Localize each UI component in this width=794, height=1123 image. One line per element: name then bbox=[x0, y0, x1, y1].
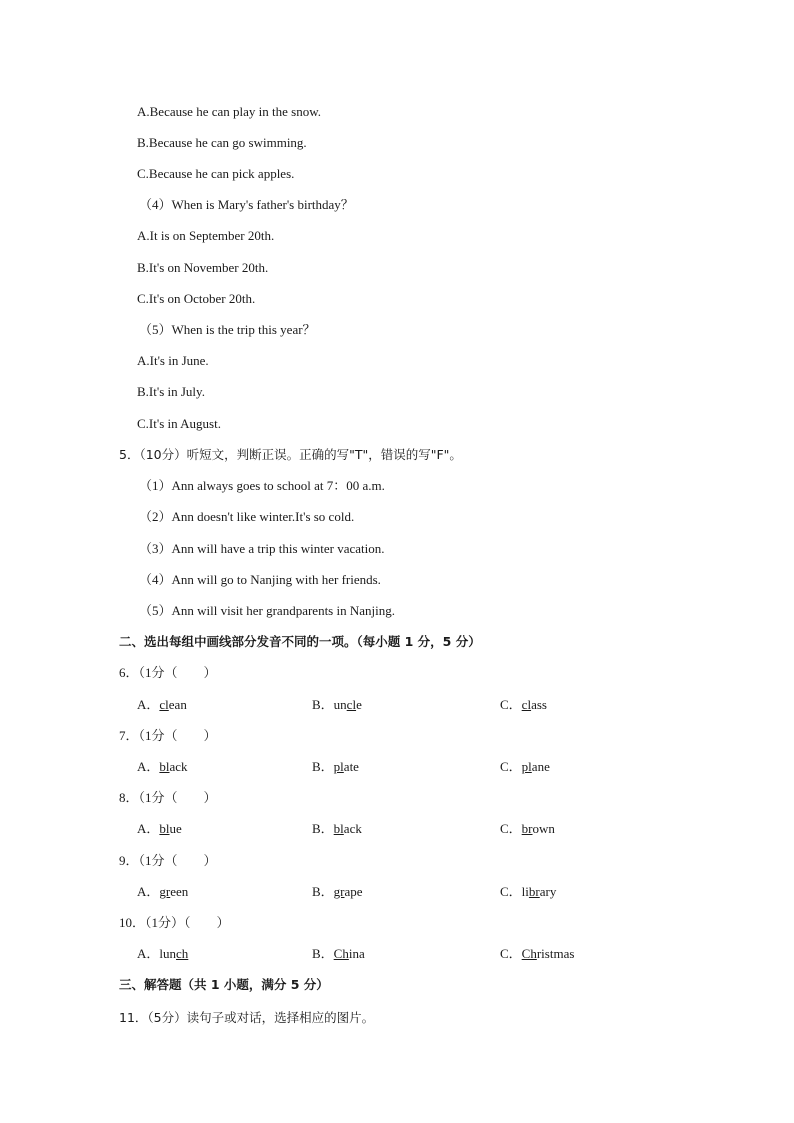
choice-post: ina bbox=[348, 946, 365, 961]
question-heading: 8．（1分（ ） bbox=[119, 790, 217, 805]
option-text: A.It's in June. bbox=[137, 353, 209, 368]
underlined-letters: br bbox=[528, 884, 540, 899]
choice-b[interactable] bbox=[312, 821, 362, 837]
underlined-letters: pl bbox=[333, 759, 344, 774]
choice-post: e bbox=[356, 697, 362, 712]
choice-c[interactable] bbox=[500, 759, 550, 775]
underlined-letters: cl bbox=[159, 697, 169, 712]
choice-c[interactable] bbox=[500, 884, 556, 900]
choice-b[interactable] bbox=[312, 946, 365, 962]
choice-label: C． bbox=[500, 821, 522, 836]
underlined-letters: br bbox=[521, 821, 533, 836]
choice-label: A． bbox=[137, 884, 160, 899]
choice-post: ass bbox=[531, 697, 547, 712]
choice-label: A． bbox=[137, 821, 160, 836]
choice-post: own bbox=[532, 821, 555, 836]
choice-post: ate bbox=[343, 759, 359, 774]
underlined-letters: gr bbox=[159, 884, 171, 899]
option-text: C.Because he can pick apples. bbox=[137, 166, 295, 181]
option-text: B.Because he can go swimming. bbox=[137, 135, 307, 150]
underlined-letters: bl bbox=[333, 821, 344, 836]
sub-question: （4）When is Mary's father's birthday？ bbox=[139, 197, 354, 212]
choice-post: een bbox=[170, 884, 189, 899]
choice-label: B． bbox=[312, 946, 334, 961]
choice-c[interactable] bbox=[500, 697, 547, 713]
question-heading: 5．（10分）听短文，判断正误。正确的写"T"，错误的写"F"。 bbox=[119, 447, 462, 462]
statement-item: （3）Ann will have a trip this winter vacation. bbox=[139, 541, 385, 556]
choice-label: C． bbox=[500, 946, 522, 961]
question-heading: 6．（1分（ ） bbox=[119, 665, 217, 680]
question-heading: 11．（5分）读句子或对话，选择相应的图片。 bbox=[119, 1010, 375, 1025]
choice-pre: lun bbox=[159, 946, 177, 961]
choice-a[interactable] bbox=[137, 759, 188, 775]
choice-a[interactable] bbox=[137, 697, 187, 713]
choice-post: ack bbox=[343, 821, 362, 836]
choice-label: A． bbox=[137, 697, 160, 712]
option-text: A.It is on September 20th. bbox=[137, 228, 275, 243]
choice-label: A． bbox=[137, 759, 160, 774]
choice-label: C． bbox=[500, 884, 522, 899]
option-text: B.It's in July. bbox=[137, 384, 205, 399]
choice-post: ristmas bbox=[536, 946, 575, 961]
choice-label: B． bbox=[312, 759, 334, 774]
underlined-letters: ch bbox=[176, 946, 189, 961]
statement-item: （4）Ann will go to Nanjing with her friends. bbox=[139, 572, 381, 587]
choice-c[interactable] bbox=[500, 946, 574, 962]
choice-post: ary bbox=[539, 884, 557, 899]
underlined-letters: bl bbox=[159, 821, 170, 836]
section-heading: 二、选出每组中画线部分发音不同的一项。（每小题 1 分，5 分） bbox=[119, 634, 481, 649]
choice-c[interactable] bbox=[500, 821, 555, 837]
choice-label: B． bbox=[312, 821, 334, 836]
option-text: C.It's on October 20th. bbox=[137, 291, 256, 306]
choice-a[interactable] bbox=[137, 946, 188, 962]
choice-a[interactable] bbox=[137, 821, 182, 837]
question-heading: 9．（1分（ ） bbox=[119, 853, 217, 868]
choice-label: B． bbox=[312, 884, 334, 899]
choice-label: C． bbox=[500, 759, 522, 774]
underlined-letters: cl bbox=[346, 697, 357, 712]
choice-label: B． bbox=[312, 697, 334, 712]
choice-post: ane bbox=[531, 759, 550, 774]
option-text: B.It's on November 20th. bbox=[137, 260, 269, 275]
question-heading: 7．（1分（ ） bbox=[119, 728, 217, 743]
choice-b[interactable] bbox=[312, 884, 363, 900]
choice-post: ean bbox=[168, 697, 187, 712]
statement-item: （2）Ann doesn't like winter.It's so cold. bbox=[139, 509, 355, 524]
choice-a[interactable] bbox=[137, 884, 188, 900]
underlined-letters: cl bbox=[521, 697, 532, 712]
choice-pre: li bbox=[521, 884, 529, 899]
choice-b[interactable] bbox=[312, 697, 362, 713]
underlined-letters: Ch bbox=[333, 946, 349, 961]
section-heading: 三、解答题（共 1 小题，满分 5 分） bbox=[119, 977, 329, 992]
choice-label: A． bbox=[137, 946, 160, 961]
option-text: A.Because he can play in the snow. bbox=[137, 104, 321, 119]
choice-pre: un bbox=[333, 697, 347, 712]
option-text: C.It's in August. bbox=[137, 416, 221, 431]
choice-b[interactable] bbox=[312, 759, 359, 775]
underlined-letters: Ch bbox=[521, 946, 537, 961]
question-heading: 10．（1分）（ ） bbox=[119, 915, 230, 930]
choice-label: C． bbox=[500, 697, 522, 712]
choice-post: ue bbox=[169, 821, 182, 836]
choice-post: ack bbox=[169, 759, 188, 774]
statement-item: （1）Ann always goes to school at 7：00 a.m. bbox=[139, 478, 385, 493]
statement-item: （5）Ann will visit her grandparents in Nanjing. bbox=[139, 603, 395, 618]
choice-post: ape bbox=[344, 884, 363, 899]
sub-question: （5）When is the trip this year？ bbox=[139, 322, 316, 337]
underlined-letters: pl bbox=[521, 759, 532, 774]
underlined-letters: gr bbox=[333, 884, 345, 899]
underlined-letters: bl bbox=[159, 759, 170, 774]
